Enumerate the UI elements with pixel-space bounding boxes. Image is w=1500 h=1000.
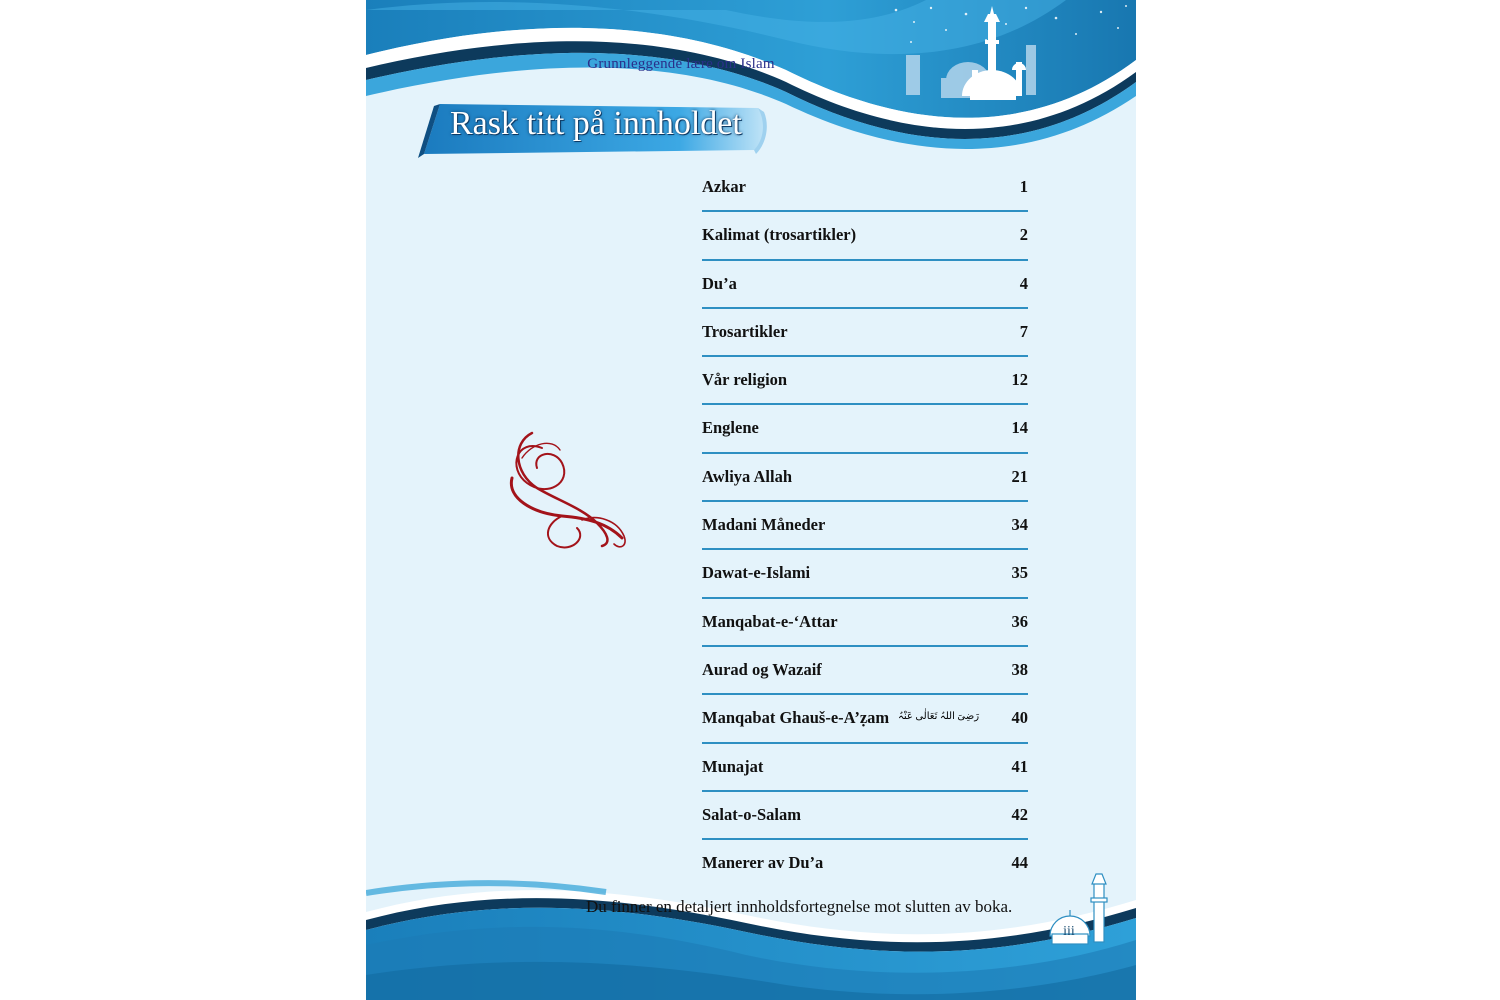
toc-entry-title: Dawat-e-Islami: [702, 563, 811, 583]
toc-entry-page: 41: [1011, 756, 1028, 776]
toc-row[interactable]: [702, 792, 1028, 840]
toc-entry-page: 21: [1011, 466, 1028, 486]
toc-row[interactable]: [702, 309, 1028, 357]
toc-entry-page: 7: [1019, 321, 1028, 341]
toc-entry-title: Azkar: [702, 177, 746, 196]
page-number: iii: [1063, 924, 1075, 939]
toc-row[interactable]: [702, 454, 1028, 502]
toc-entry-title: Madani Måneder: [702, 515, 826, 535]
toc-row[interactable]: [702, 405, 1028, 453]
toc-row[interactable]: [702, 261, 1028, 309]
toc-entry-title: Manqabat Ghauš-e-A’ẓam: [702, 708, 890, 728]
toc-entry-page: 34: [1011, 515, 1028, 535]
toc-row[interactable]: [702, 840, 1028, 888]
toc-entry-honorific: رَضِیَ اللہُ تَعَالٰی عَنْہُ: [898, 711, 980, 723]
toc-entry-page: 38: [1011, 659, 1028, 679]
toc-entry-page: 1: [1019, 177, 1028, 196]
red-swirl-ornament-icon: [502, 428, 632, 553]
toc-entry-title: Manerer av Du’a: [702, 853, 824, 873]
toc-entry-page: 12: [1011, 370, 1028, 390]
running-header: Grunnleggende lære om Islam: [587, 56, 775, 72]
toc-entry-title: Aurad og Wazaif: [702, 659, 822, 679]
toc-row[interactable]: [702, 164, 1028, 212]
table-of-contents: [702, 164, 1028, 888]
page-title: Rask titt på innholdet: [450, 105, 742, 142]
toc-entry-page: 36: [1011, 611, 1028, 631]
toc-entry-title: Manqabat-e-‘Attar: [702, 611, 838, 631]
toc-row[interactable]: [702, 502, 1028, 550]
toc-row[interactable]: [702, 599, 1028, 647]
toc-entry-page: 2: [1019, 225, 1028, 245]
toc-row[interactable]: [702, 357, 1028, 405]
toc-entry-title: Englene: [702, 418, 759, 438]
toc-row[interactable]: [702, 695, 1028, 743]
toc-entry-title: Munajat: [702, 756, 764, 776]
toc-entry-page: 40: [1011, 708, 1028, 728]
toc-entry-title: Awliya Allah: [702, 466, 793, 486]
toc-entry-title: Salat-o-Salam: [702, 804, 801, 824]
toc-entry-page: 35: [1011, 563, 1028, 583]
toc-entry-title: Vår religion: [702, 370, 788, 390]
toc-row[interactable]: [702, 212, 1028, 260]
toc-entry-title: Trosartikler: [702, 321, 788, 341]
toc-entry-page: 44: [1011, 853, 1028, 873]
book-page: [366, 0, 1136, 1000]
toc-entry-title: Du’a: [702, 273, 737, 293]
toc-row[interactable]: [702, 647, 1028, 695]
toc-row[interactable]: [702, 550, 1028, 598]
toc-entry-page: 42: [1011, 804, 1028, 824]
toc-row[interactable]: [702, 744, 1028, 792]
toc-entry-page: 14: [1011, 418, 1028, 438]
toc-entry-title: Kalimat (trosartikler): [702, 225, 857, 245]
footer-note: Du finner en detaljert innholdsfortegnelse mot slutten av boka.: [586, 897, 1013, 916]
toc-entry-page: 4: [1019, 273, 1028, 293]
